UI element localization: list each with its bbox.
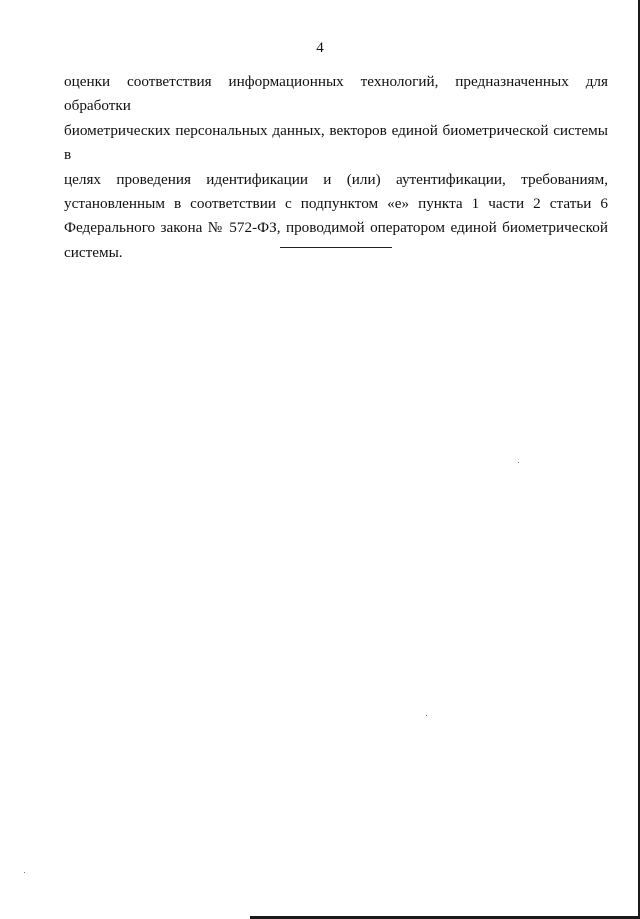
paragraph-line: Федерального закона № 572-ФЗ, проводимой оператором единой биометрической [64,219,608,237]
scan-speck [426,715,427,716]
body-paragraph [64,70,608,265]
page-number: 4 [316,40,324,56]
closing-rule [280,247,392,248]
paragraph-line: системы. [64,243,123,261]
paragraph-line: оценки соответствия информационных технологий, предназначенных для обработки [64,73,608,115]
paragraph-line: установленным в соответствии с подпунктом «е» пункта 1 части 2 статьи 6 [64,195,608,213]
scan-speck [24,872,25,873]
scan-speck [518,462,519,463]
paragraph-line: целях проведения идентификации и (или) аутентификации, требованиям, [64,170,608,188]
paragraph-line: биометрических персональных данных, векторов единой биометрической системы в [64,121,608,164]
